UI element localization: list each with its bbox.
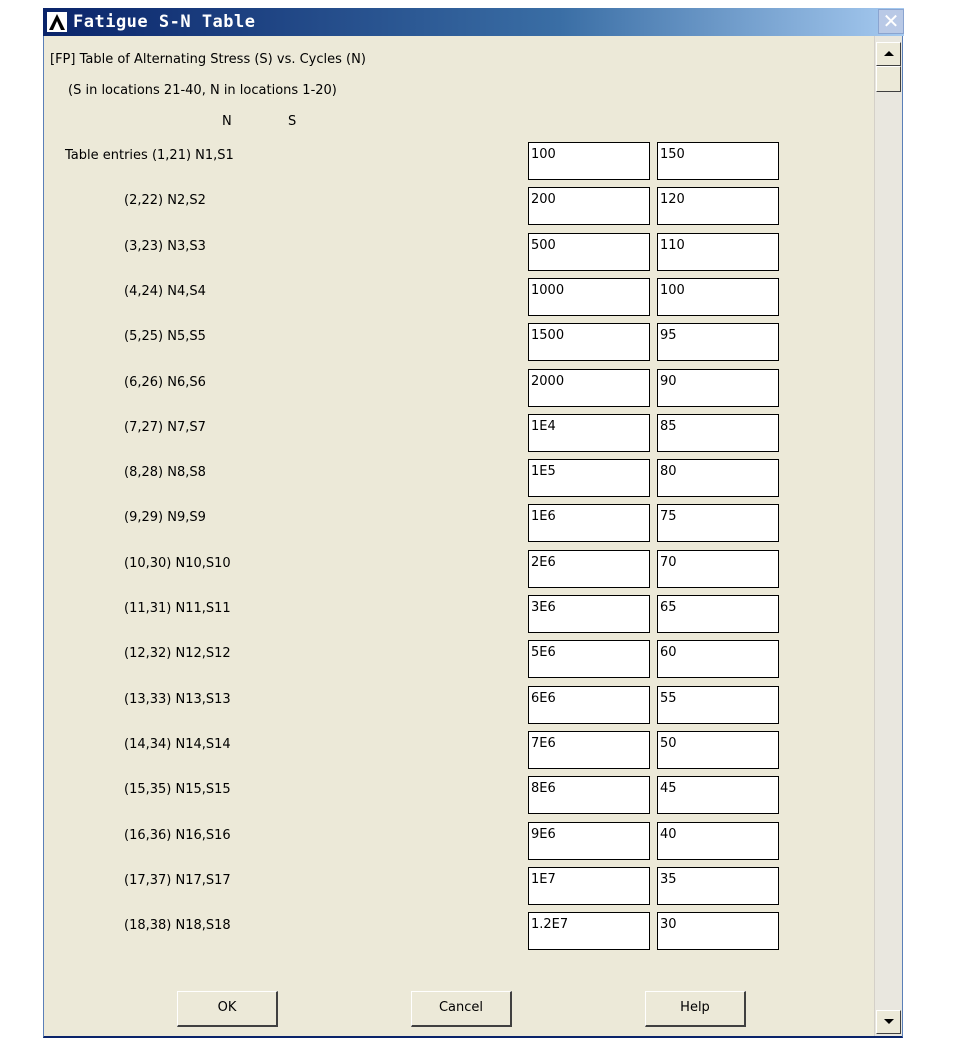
n-value-input[interactable]: 1E4 [528,414,650,452]
dialog-content [44,36,874,1036]
n-value-input[interactable]: 3E6 [528,595,650,633]
vertical-scrollbar[interactable] [874,36,902,1036]
scroll-down-arrow-icon[interactable] [876,1010,901,1034]
n-value-input[interactable]: 2E6 [528,550,650,588]
table-entry-label: (11,31) N11,S11 [124,601,231,616]
table-entry-label: (9,29) N9,S9 [124,510,206,525]
cancel-button[interactable]: Cancel [411,991,512,1027]
table-entry-label: (15,35) N15,S15 [124,782,231,797]
column-header-n: N [222,114,232,129]
s-value-input[interactable]: 35 [657,867,779,905]
table-entry-label: Table entries (1,21) N1,S1 [65,148,234,163]
window-title: Fatigue S-N Table [73,12,256,32]
n-value-input[interactable]: 9E6 [528,822,650,860]
s-value-input[interactable]: 70 [657,550,779,588]
table-entry-label: (6,26) N6,S6 [124,375,206,390]
s-value-input[interactable]: 40 [657,822,779,860]
help-button[interactable]: Help [645,991,746,1027]
s-value-input[interactable]: 85 [657,414,779,452]
n-value-input[interactable]: 1E5 [528,459,650,497]
table-entry-label: (8,28) N8,S8 [124,465,206,480]
n-value-input[interactable]: 5E6 [528,640,650,678]
table-entry-label: (3,23) N3,S3 [124,239,206,254]
n-value-input[interactable]: 6E6 [528,686,650,724]
s-value-input[interactable]: 100 [657,278,779,316]
s-value-input[interactable]: 65 [657,595,779,633]
table-entry-label: (13,33) N13,S13 [124,692,231,707]
s-value-input[interactable]: 75 [657,504,779,542]
table-entry-label: (5,25) N5,S5 [124,329,206,344]
s-value-input[interactable]: 120 [657,187,779,225]
n-value-input[interactable]: 1E6 [528,504,650,542]
scroll-thumb[interactable] [876,66,901,92]
table-entry-label: (2,22) N2,S2 [124,193,206,208]
table-entry-label: (7,27) N7,S7 [124,420,206,435]
s-value-input[interactable]: 80 [657,459,779,497]
fatigue-sn-table-dialog [43,8,903,1038]
close-icon: ✕ [882,9,900,33]
n-value-input[interactable]: 8E6 [528,776,650,814]
description-line-2: (S in locations 21-40, N in locations 1-20) [68,83,337,98]
s-value-input[interactable]: 30 [657,912,779,950]
n-value-input[interactable]: 1000 [528,278,650,316]
title-bar[interactable] [43,8,904,36]
table-entry-label: (10,30) N10,S10 [124,556,231,571]
column-header-s: S [288,114,297,129]
description-line-1: [FP] Table of Alternating Stress (S) vs. Cycles (N) [50,52,366,67]
s-value-input[interactable]: 90 [657,369,779,407]
n-value-input[interactable]: 100 [528,142,650,180]
n-value-input[interactable]: 1.2E7 [528,912,650,950]
table-entry-label: (14,34) N14,S14 [124,737,231,752]
table-entry-label: (18,38) N18,S18 [124,918,231,933]
ok-button[interactable]: OK [177,991,278,1027]
ansys-logo-icon [47,12,67,32]
s-value-input[interactable]: 55 [657,686,779,724]
s-value-input[interactable]: 110 [657,233,779,271]
s-value-input[interactable]: 45 [657,776,779,814]
n-value-input[interactable]: 200 [528,187,650,225]
table-entry-label: (17,37) N17,S17 [124,873,231,888]
table-entry-label: (16,36) N16,S16 [124,828,231,843]
s-value-input[interactable]: 150 [657,142,779,180]
n-value-input[interactable]: 1500 [528,323,650,361]
s-value-input[interactable]: 50 [657,731,779,769]
scroll-up-arrow-icon[interactable] [876,42,901,66]
n-value-input[interactable]: 500 [528,233,650,271]
table-entry-label: (12,32) N12,S12 [124,646,231,661]
n-value-input[interactable]: 7E6 [528,731,650,769]
table-entry-label: (4,24) N4,S4 [124,284,206,299]
n-value-input[interactable]: 2000 [528,369,650,407]
close-button[interactable] [878,9,904,34]
s-value-input[interactable]: 95 [657,323,779,361]
s-value-input[interactable]: 60 [657,640,779,678]
n-value-input[interactable]: 1E7 [528,867,650,905]
